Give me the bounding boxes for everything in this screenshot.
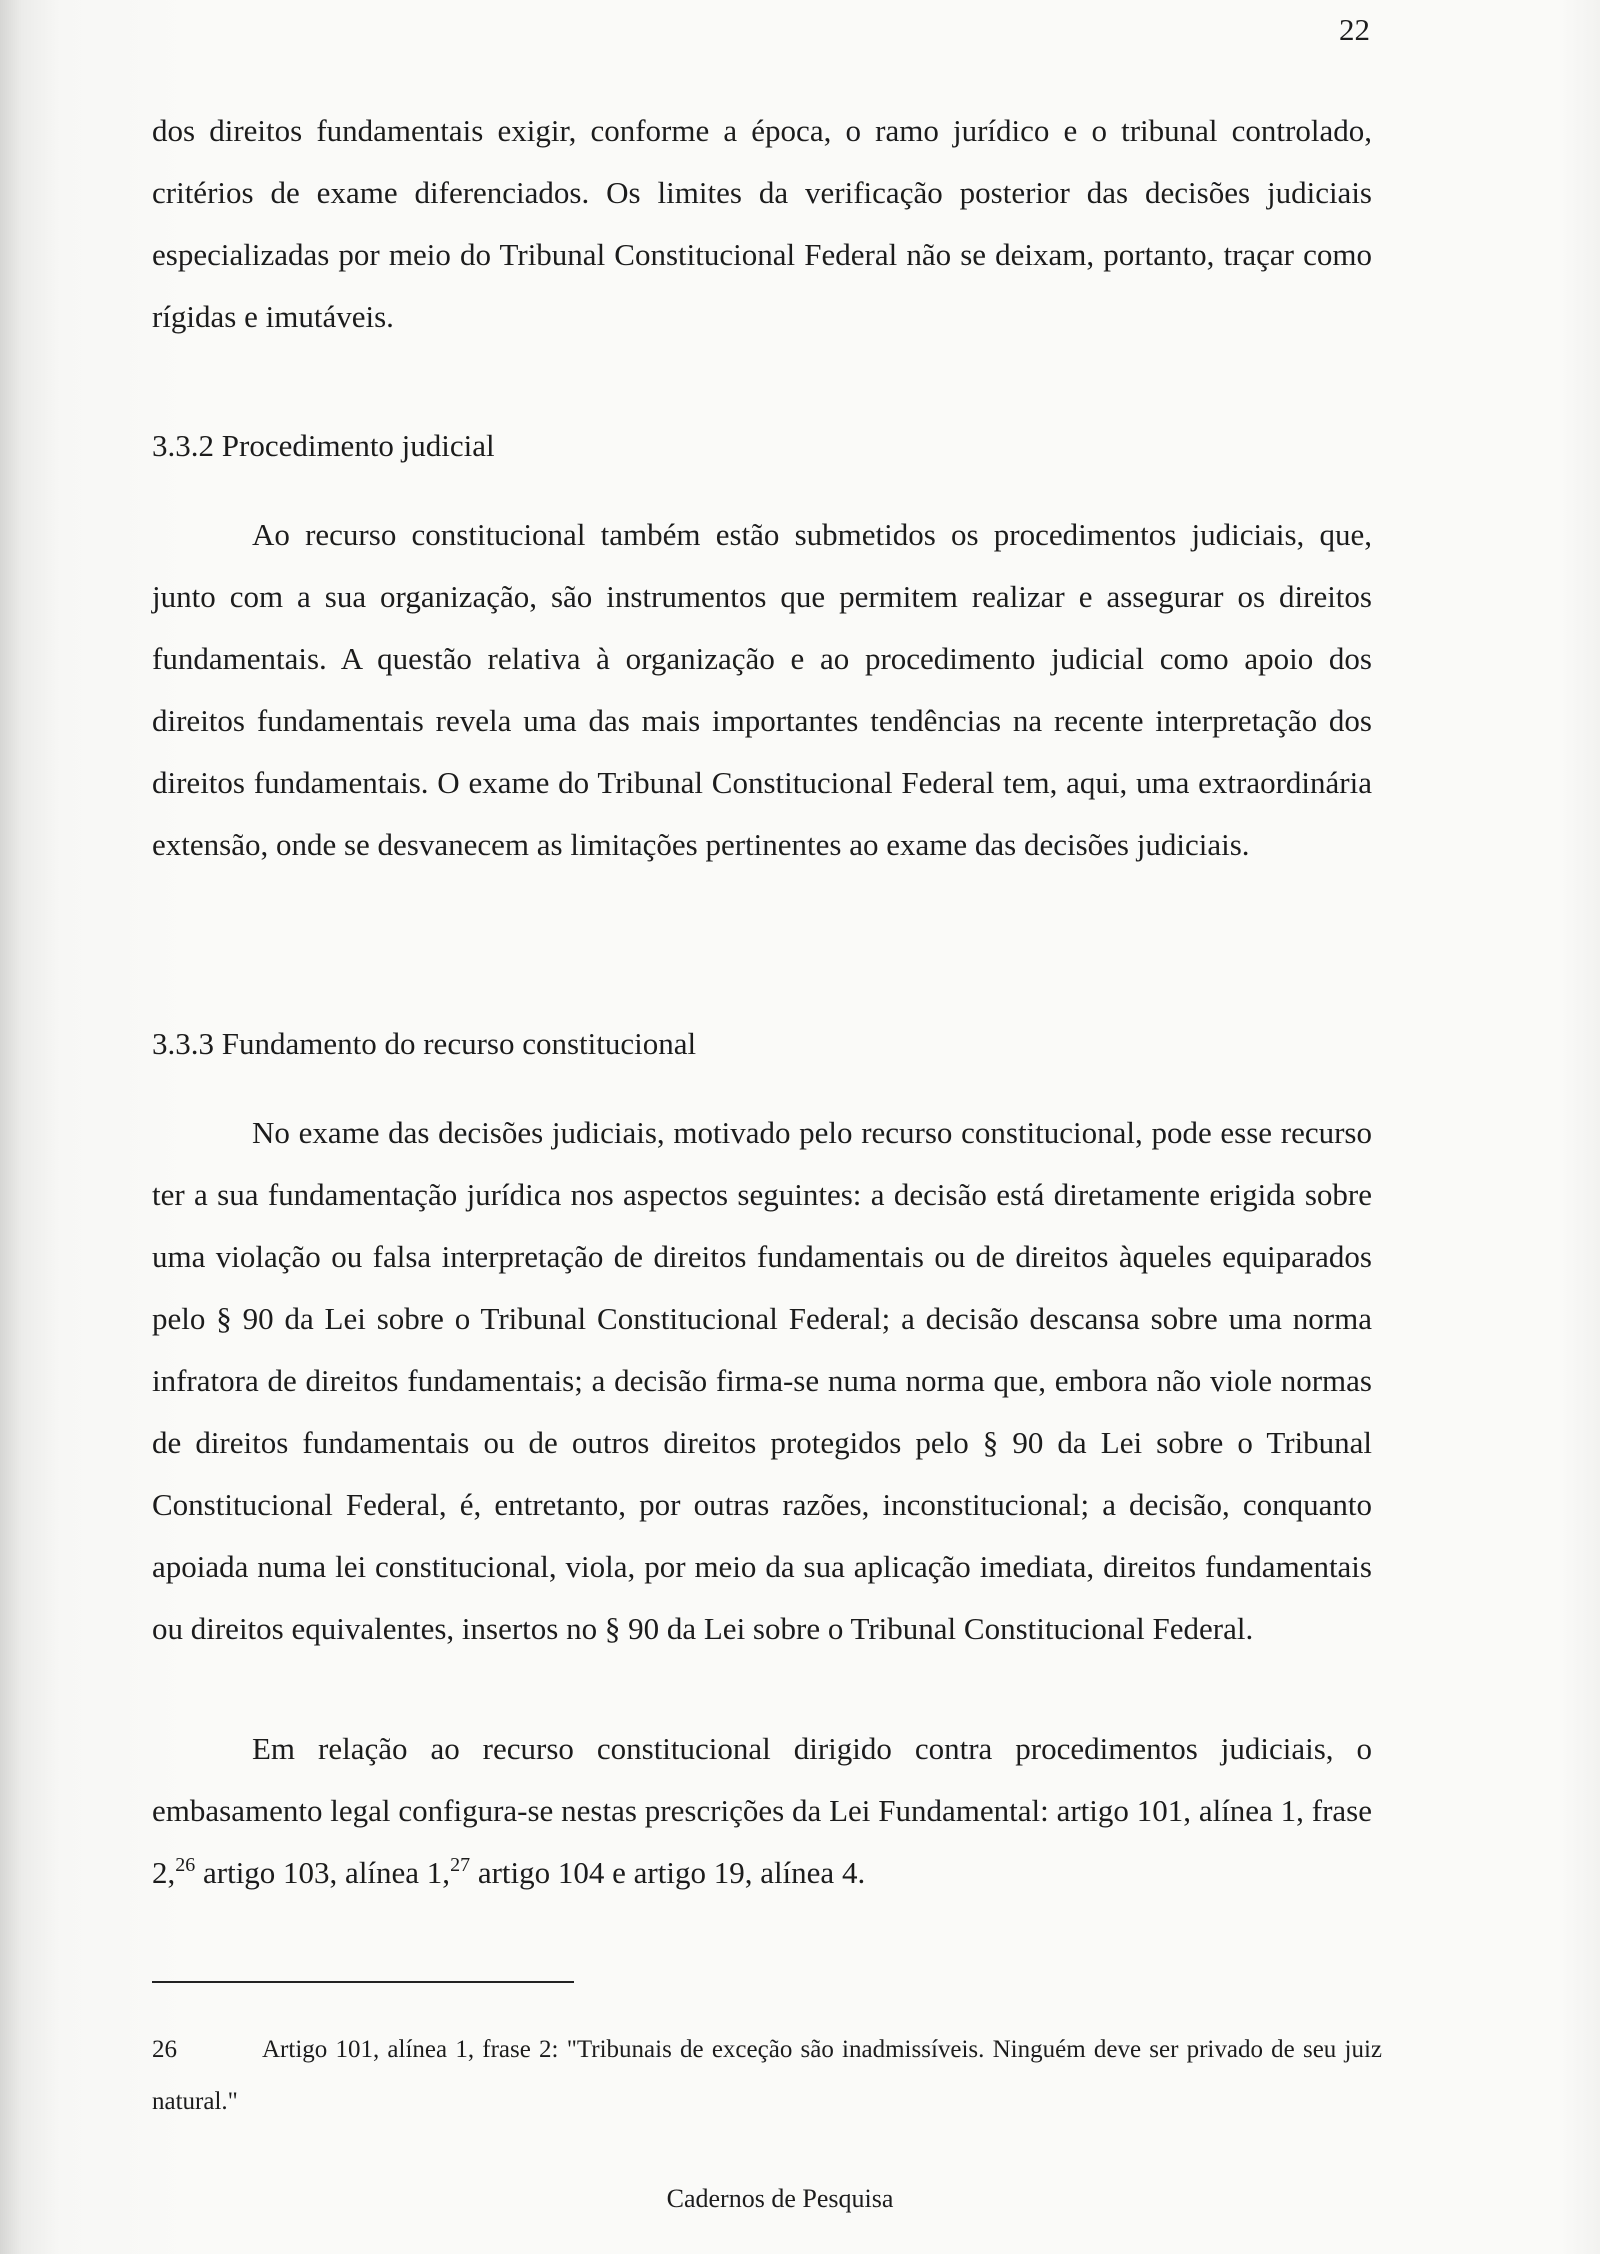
footnote-ref-27[interactable]: 27 <box>450 1854 471 1876</box>
footnote-number: 26 <box>152 2036 177 2063</box>
paragraph-procedimento: Ao recurso constitucional também estão submetidos os procedimentos judiciais, que, junto com a sua organização, são instrumentos que permitem realizar e assegurar os direitos fundamentais. A questão relativa à organização e ao procedimento judicial como apoio dos direitos fundamentais revela uma das mais importantes tendências na recente interpretação dos direitos fundamentais. O exame do Tribunal Constitucional Federal tem, aqui, uma extraordinária extensão, onde se desvanecem as limitações pertinentes ao exame das decisões judiciais. <box>152 517 1372 862</box>
footnote-26 <box>152 2024 1382 2128</box>
paragraph-embasamento <box>152 1718 1372 1904</box>
page-footer: Cadernos de Pesquisa <box>666 2184 894 2213</box>
section-heading-3-3-3: 3.3.3 Fundamento do recurso constitucional <box>152 1026 697 1061</box>
paragraph-fundamento: No exame das decisões judiciais, motivado pelo recurso constitucional, pode esse recurso ter a sua fundamentação jurídica nos aspectos seguintes: a decisão está diretamente erigida sobre uma violação ou falsa interpretação de direitos fundamentais ou de direitos àqueles equiparados pelo § 90 da Lei sobre o Tribunal Constitucional Federal; a decisão descansa sobre uma norma infratora de direitos fundamentais; a decisão firma-se numa norma que, embora não viole normas de direitos fundamentais ou de outros direitos protegidos pelo § 90 da Lei sobre o Tribunal Constitucional Federal, é, entretanto, por outras razões, inconstitucional; a decisão, conquanto apoiada numa lei constitucional, viola, por meio da sua aplicação imediata, direitos fundamentais ou direitos equivalentes, insertos no § 90 da Lei sobre o Tribunal Constitucional Federal. <box>152 1115 1372 1646</box>
footnote-text: Artigo 101, alínea 1, frase 2: "Tribunais de exceção são inadmissíveis. Ninguém deve ser privado de seu juiz natural." <box>152 2036 1382 2115</box>
paragraph-text-part: Em relação ao recurso constitucional dirigido contra procedimentos judiciais, o embasamento legal configura-se nestas prescrições da Lei Fundamental: artigo 101, alínea 1, frase 2, <box>152 1731 1372 1890</box>
footnote-ref-26[interactable]: 26 <box>175 1854 196 1876</box>
section-heading-3-3-2: 3.3.2 Procedimento judicial <box>152 428 495 463</box>
footnote-divider <box>152 1981 574 1983</box>
page-number: 22 <box>1339 12 1370 47</box>
paragraph-text-part: artigo 104 e artigo 19, alínea 4. <box>470 1855 866 1890</box>
paragraph-intro: dos direitos fundamentais exigir, conforme a época, o ramo jurídico e o tribunal controlado, critérios de exame diferenciados. Os limites da verificação posterior das decisões judiciais especializadas por meio do Tribunal Constitucional Federal não se deixam, portanto, traçar como rígidas e imutáveis. <box>152 113 1372 334</box>
paragraph-text-part: artigo 103, alínea 1, <box>195 1855 451 1890</box>
